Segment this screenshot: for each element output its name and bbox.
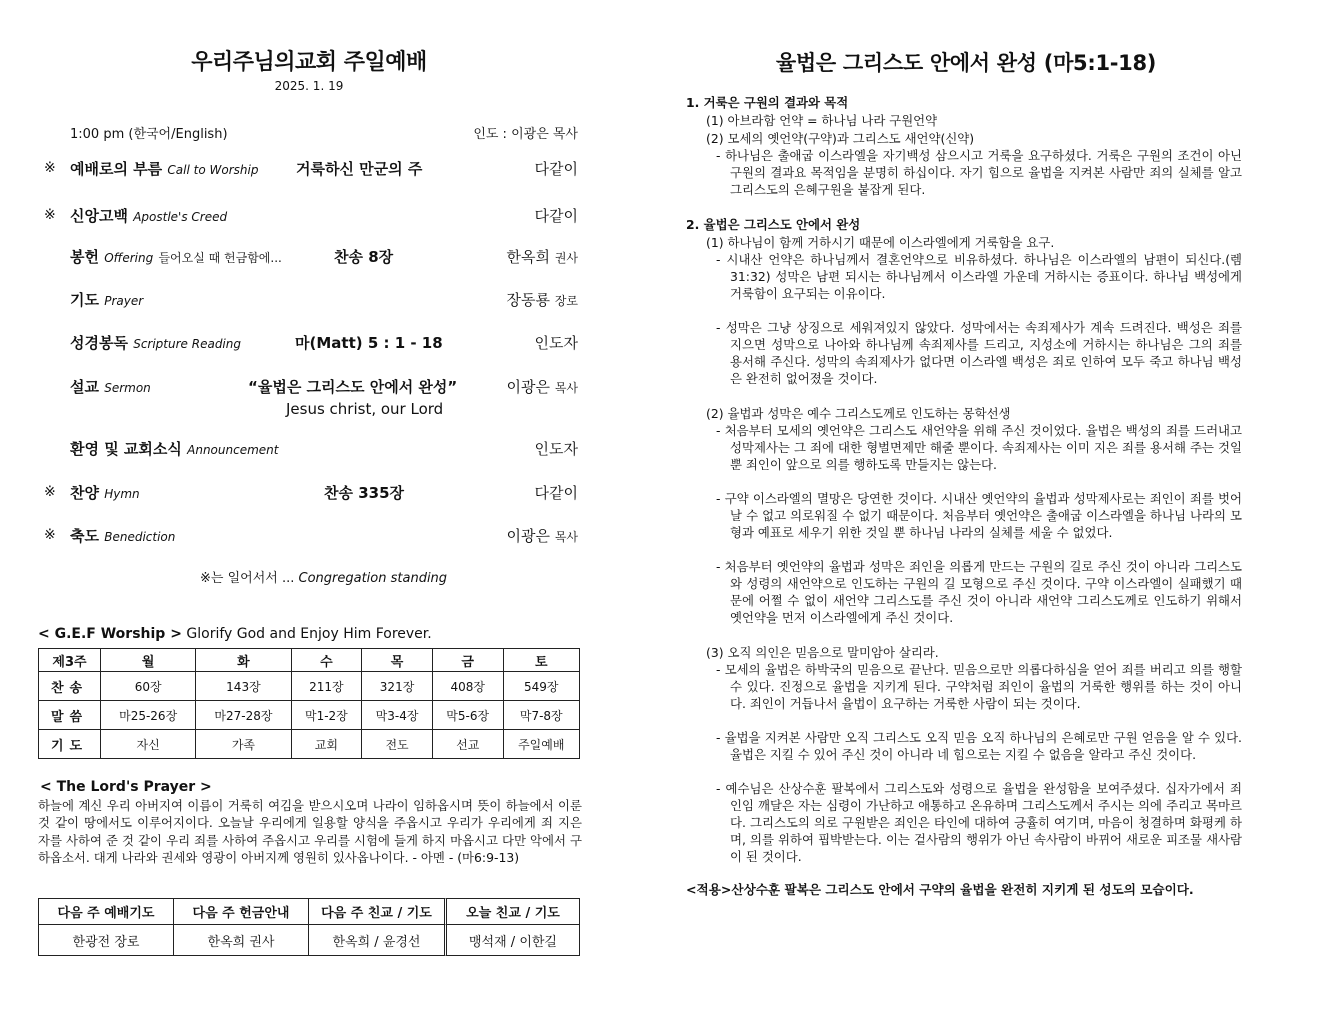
gef-cell: 전도 xyxy=(362,730,433,759)
gef-cell: 211장 xyxy=(291,672,362,701)
sermon-subtitle: Jesus christ, our Lord xyxy=(286,400,444,418)
order-item xyxy=(38,438,580,462)
order-item-korean: 기도 xyxy=(70,291,99,309)
person-name: 다같이 xyxy=(534,207,578,225)
gef-row xyxy=(39,730,580,759)
standing-mark: ※ xyxy=(44,484,56,500)
bulletin-page xyxy=(38,0,580,1020)
gef-cell: 자신 xyxy=(101,730,196,759)
order-item-person xyxy=(507,246,578,267)
section-2-paragraph-3: - 처음부터 모세의 옛언약은 그리스도 새언약을 위해 주신 것이었다. 율법은 백성의 죄를 드러내고 성막제사는 그 죄에 대한 형벌면제만 해줄 뿐이다. 속죄제사는 이미 지은 죄를 용서해 주는 것일 뿐 죄인이 앞으로 의를 행하도록 만들지는 않는다. xyxy=(716,423,1242,472)
duty-table xyxy=(38,898,580,956)
order-item xyxy=(38,482,580,506)
order-item-korean: 설교 xyxy=(70,378,99,396)
order-item-korean: 환영 및 교회소식 xyxy=(70,440,182,458)
service-time: 1:00 pm (한국어/English) xyxy=(70,127,228,142)
gef-cell: 143장 xyxy=(196,672,291,701)
order-item-name xyxy=(70,525,175,546)
person-name: 인도자 xyxy=(534,440,578,458)
gef-cell: 막5-6장 xyxy=(432,701,503,730)
order-item-person xyxy=(535,158,578,179)
order-item-person xyxy=(535,482,578,503)
order-item-content: 거룩하신 만군의 주 xyxy=(296,160,423,178)
duty-header: 다음 주 헌금안내 xyxy=(173,898,308,925)
person-name: 이광은 xyxy=(506,527,551,545)
person-title: 목사 xyxy=(554,530,578,544)
duty-header: 다음 주 친교 / 기도 xyxy=(308,898,444,925)
lords-prayer-title: < The Lord's Prayer > xyxy=(40,779,212,795)
gef-column-header: 월 xyxy=(101,649,196,672)
order-item-person xyxy=(535,205,578,226)
lords-prayer-text: 하늘에 계신 우리 아버지여 이름이 거룩히 여김을 받으시오며 나라이 임하옵시며 뜻이 하늘에서 이룬 것 같이 땅에서도 이루어지이다. 오늘날 우리에게 일용할 양식을 주옵시고 우리가 우리에게 죄 지은 자를 사하여 준 것 같이 우리 죄를 사하여 주옵시고 우리를 시험에 들게 하지 마옵시고 다만 악에서 구하옵소서. 대게 나라와 권세와 영광이 아버지께 영원히 있사옵나이다. - 아멘 - (마6:9-13) xyxy=(38,798,582,865)
section-2-paragraph-6: - 모세의 율법은 하박국의 믿음으로 끝난다. 믿음으로만 의롭다하심을 얻어 죄를 버리고 의를 행할 수 있다. 진정으로 율법을 지키게 된다. 구약처럼 죄인이 율법의 거룩한 행위를 하는 것이 아니다. 죄인이 거듭나서 율법이 요구하는 거룩한 사람이 되는 것이다. xyxy=(716,662,1242,711)
section-2-paragraph-5: - 처음부터 옛언약의 율법과 성막은 죄인을 의롭게 만드는 구원의 길로 주신 것이 아니라 그리스도와 성령의 새언약으로 인도하는 구원의 길 모형으로 주신 것이다. 구약 이스라엘이 실패했기 때문에 어쩔 수 없이 새언약 그리스도를 주신 것이 아니라 새언약 그리스도께로 인도하기 위해서 옛언약을 먼저 이스라엘에게 주신 것이다. xyxy=(716,559,1242,625)
order-item xyxy=(38,246,580,270)
order-item-name xyxy=(70,376,151,397)
person-name: 다같이 xyxy=(534,484,578,502)
order-item xyxy=(38,289,580,313)
order-item-person xyxy=(535,332,578,353)
section-1-paragraph: - 하나님은 출애굽 이스라엘을 자기백성 삼으시고 거룩을 요구하셨다. 거룩은 구원의 조건이 아닌 구원의 결과요 목적임을 분명히 하십이다. 자기 힘으로 율법을 지켜본 사람만 죄의 실체를 알고 그리스도의 은혜구원을 붙잡게 된다. xyxy=(716,148,1242,197)
order-item-name xyxy=(70,482,140,503)
order-item-english: Benediction xyxy=(104,530,176,544)
section-2-paragraph-8: - 예수님은 산상수훈 팔복에서 그리스도와 성령으로 율법을 완성함을 보여주셨다. 십자가에서 죄인임 깨달은 자는 심령이 가난하고 애통하고 온유하며 그리스도께서 주시는 의에 주리고 목마르다. 그리스도의 의로 구원받은 죄인은 타인에 대하여 긍휼히 여기며, 마음이 청결하며 화평케 하며, 의를 위하여 핍박받는다. 이는 겉사람의 행위가 아닌 속사람이 바뀌어 새로운 피조물 새사람이 된 것이다. xyxy=(716,781,1242,864)
order-item-note: 들어오실 때 헌금함에... xyxy=(158,251,282,265)
person-title: 장로 xyxy=(554,294,578,308)
gef-cell: 막3-4장 xyxy=(362,701,433,730)
order-item-content: 찬송 8장 xyxy=(334,248,394,266)
gef-row-label: 말씀 xyxy=(39,701,101,730)
gef-row-label: 찬송 xyxy=(39,672,101,701)
section-2-paragraph-4: - 구약 이스라엘의 멸망은 당연한 것이다. 시내산 옛언약의 율법과 성막제사로는 죄인이 죄를 벗어날 수 없고 의로워질 수 없기 때문이다. 처음부터 옛언약은 출애굽 이스라엘을 하나님 나라의 모형과 예표로 세우기 위한 것일 뿐 하나님 나라의 실체를 세울 수 없었다. xyxy=(716,491,1242,540)
person-title: 권사 xyxy=(554,251,578,265)
order-item-name xyxy=(70,158,258,179)
gef-cell: 549장 xyxy=(503,672,579,701)
order-item-person xyxy=(535,438,578,459)
gef-column-header: 화 xyxy=(196,649,291,672)
duty-value: 맹석재 / 이한길 xyxy=(444,925,580,956)
gef-column-header: 목 xyxy=(362,649,433,672)
gef-body xyxy=(39,672,580,759)
duty-header-row xyxy=(38,898,580,925)
order-item-name xyxy=(70,246,282,267)
order-item-english: Sermon xyxy=(104,381,151,395)
gef-cell: 마27-28장 xyxy=(196,701,291,730)
order-item-korean: 예배로의 부름 xyxy=(70,160,163,178)
standing-note-en: Congregation standing xyxy=(298,571,448,586)
section-2-point-1: (1) 하나님이 함께 거하시기 때문에 이스라엘에게 거룩함을 요구. xyxy=(706,235,1055,250)
person-name: 다같이 xyxy=(534,160,578,178)
bulletin-date: 2025. 1. 19 xyxy=(274,79,344,93)
gef-cell: 321장 xyxy=(362,672,433,701)
sermon-body xyxy=(686,93,1242,898)
gef-heading xyxy=(38,626,432,642)
gef-cell: 408장 xyxy=(432,672,503,701)
section-2-heading: 2. 율법은 그리스도 안에서 완성 xyxy=(686,217,861,232)
order-item-english: Scripture Reading xyxy=(133,337,241,351)
order-item-person xyxy=(507,376,578,397)
gef-cell: 가족 xyxy=(196,730,291,759)
section-2-point-2: (2) 율법과 성막은 예수 그리스도께로 인도하는 몽학선생 xyxy=(706,406,1011,421)
section-2-point-3: (3) 오직 의인은 믿음으로 말미암아 살리라. xyxy=(706,645,939,660)
order-item-english: Offering xyxy=(104,251,154,265)
gef-cell: 막7-8장 xyxy=(503,701,579,730)
gef-column-header: 수 xyxy=(291,649,362,672)
order-item-content: “율법은 그리스도 안에서 완성” xyxy=(248,378,458,396)
order-item-english: Hymn xyxy=(104,487,140,501)
section-2-paragraph-1: - 시내산 언약은 하나님께서 결혼언약으로 비유하셨다. 하나님은 이스라엘의 남편이 되신다.(렘31:32) 성막은 남편 되시는 하나님께서 이스라엘 가운데 거하시는 증표이다. 하나님 백성에게 거룩함이 요구되는 이유이다. xyxy=(716,252,1242,301)
standing-note-ko: ※는 일어서서 ... xyxy=(200,571,295,586)
order-item-person xyxy=(507,525,578,546)
gef-header-row xyxy=(39,649,580,672)
order-item-korean: 찬양 xyxy=(70,484,99,502)
order-item xyxy=(38,158,580,182)
order-item-name xyxy=(70,438,278,459)
duty-value: 한옥희 권사 xyxy=(173,925,308,956)
order-item-person xyxy=(507,289,578,310)
duty-value: 한옥희 / 윤경선 xyxy=(308,925,444,956)
order-item-korean: 성경봉독 xyxy=(70,334,128,352)
sermon-title: 율법은 그리스도 안에서 완성 (마5:1-18) xyxy=(775,51,1157,75)
duty-header: 다음 주 예배기도 xyxy=(38,898,173,925)
sermon-page xyxy=(686,0,1246,1020)
order-item xyxy=(38,525,580,549)
gef-row xyxy=(39,701,580,730)
order-item xyxy=(38,205,580,229)
service-leader: 인도 : 이광은 목사 xyxy=(473,127,578,142)
order-item-korean: 봉헌 xyxy=(70,248,99,266)
application-line: <적용>산상수훈 팔복은 그리스도 안에서 구약의 율법을 완전히 지키게 된 성도의 모습이다. xyxy=(686,882,1194,897)
gef-cell: 교회 xyxy=(291,730,362,759)
gef-cell: 마25-26장 xyxy=(101,701,196,730)
person-name: 이광은 xyxy=(506,378,551,396)
order-item-korean: 신앙고백 xyxy=(70,207,128,225)
order-item-english: Apostle's Creed xyxy=(133,210,228,224)
standing-mark: ※ xyxy=(44,207,56,223)
section-1-point-1: (1) 아브라함 언약 = 하나님 나라 구원언약 xyxy=(706,113,938,128)
standing-note xyxy=(200,567,447,586)
person-name: 한옥희 xyxy=(506,248,551,266)
gef-row-label: 기도 xyxy=(39,730,101,759)
order-item xyxy=(38,376,580,418)
order-item-name xyxy=(70,332,241,353)
gef-column-header: 제3주 xyxy=(39,649,101,672)
order-item-content: 찬송 335장 xyxy=(324,484,405,502)
person-name: 인도자 xyxy=(534,334,578,352)
section-2-paragraph-2: - 성막은 그냥 상징으로 세워져있지 않았다. 성막에서는 속죄제사가 계속 드려진다. 백성은 죄를 지으면 성막으로 나아와 하나님께 속죄제사를 드리고, 지성소에 거하시는 하나님은 그의 죄를 용서해 주신다. 성막의 속죄제사가 없다면 이스라엘 백성은 죄로 인하여 모두 죽고 하나님 백성은 완전히 없어졌을 것이다. xyxy=(716,320,1242,386)
order-item xyxy=(38,332,580,356)
bulletin-title: 우리주님의교회 주일예배 xyxy=(191,50,427,75)
duty-value: 한광전 장로 xyxy=(38,925,173,956)
gef-cell: 선교 xyxy=(432,730,503,759)
gef-heading-bold: < G.E.F Worship > xyxy=(38,626,182,642)
gef-column-header: 금 xyxy=(432,649,503,672)
section-1-heading: 1. 거룩은 구원의 결과와 목적 xyxy=(686,95,849,110)
gef-heading-rest: Glorify God and Enjoy Him Forever. xyxy=(186,626,432,642)
gef-cell: 막1-2장 xyxy=(291,701,362,730)
gef-cell: 60장 xyxy=(101,672,196,701)
duty-value-row xyxy=(38,925,580,956)
section-1-point-2: (2) 모세의 옛언약(구약)과 그리스도 새언약(신약) xyxy=(706,131,975,146)
standing-mark: ※ xyxy=(44,527,56,543)
gef-schedule-table xyxy=(38,648,580,759)
order-item-english: Call to Worship xyxy=(167,163,259,177)
gef-cell: 주일예배 xyxy=(503,730,579,759)
order-item-english: Prayer xyxy=(104,294,144,308)
order-item-name xyxy=(70,289,143,310)
person-title: 목사 xyxy=(554,381,578,395)
order-item-content: 마(Matt) 5 : 1 - 18 xyxy=(295,334,443,352)
standing-mark: ※ xyxy=(44,160,56,176)
order-item-korean: 축도 xyxy=(70,527,99,545)
order-item-english: Announcement xyxy=(187,443,279,457)
duty-header: 오늘 친교 / 기도 xyxy=(444,898,580,925)
person-name: 장동룡 xyxy=(506,291,551,309)
order-item-name xyxy=(70,205,227,226)
section-2-paragraph-7: - 율법을 지켜본 사람만 오직 그리스도 오직 믿음 오직 하나님의 은혜로만 구원 얻음을 알 수 있다. 율법은 지킬 수 있어 주신 것이 아니라 네 힘으로는 지킬 수 없음을 알라고 주신 것이다. xyxy=(716,730,1242,762)
gef-column-header: 토 xyxy=(503,649,579,672)
gef-row xyxy=(39,672,580,701)
